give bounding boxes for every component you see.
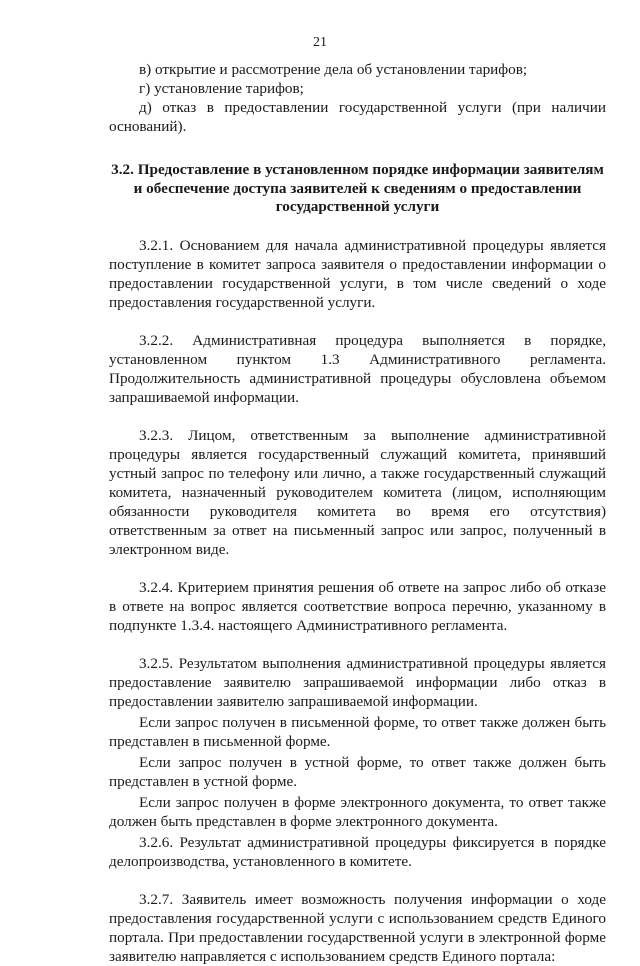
page-number: 21 xyxy=(313,35,327,50)
paragraph-3-2-3: 3.2.3. Лицом, ответственным за выполнение административной процедуры является государственный служащий комитета, принявший устный запрос по телефону или лично, а также государственный служащий комитета, назначенный руководителем комитета (лицом, исполняющим обязанности руководителя комитета во время его отсутствия) ответственным за ответ на письменный запрос или запрос, полученный в электронном виде. xyxy=(109,426,606,558)
paragraph-3-2-2: 3.2.2. Административная процедура выполняется в порядке, установленном пунктом 1.3 Административного регламента. Продолжительность административной процедуры обусловлена объемом запрашиваемой информации. xyxy=(109,331,606,406)
section-heading: 3.2. Предоставление в установленном порядке информации заявителям и обеспечение доступа заявителей к сведениям о предоставлении государственной услуги xyxy=(111,161,604,215)
paragraph-3-2-1: 3.2.1. Основанием для начала административной процедуры является поступление в комитет запроса заявителя о предоставлении информации о предоставлении государственной услуги, в том числе сведений о ходе предоставления государственной услуги. xyxy=(109,236,606,311)
list-item: г) установление тарифов; xyxy=(139,80,304,97)
paragraph-3-2-5: 3.2.5. Результатом выполнения административной процедуры является предоставление заявителю запрашиваемой информации либо отказ в предоставлении заявителю запрашиваемой информации. xyxy=(109,654,606,710)
paragraph-3-2-6: 3.2.6. Результат административной процедуры фиксируется в порядке делопроизводства, установленного в комитете. xyxy=(109,833,606,870)
paragraph-3-2-5-written: Если запрос получен в письменной форме, то ответ также должен быть представлен в письменной форме. xyxy=(109,713,606,750)
paragraph-3-2-7: 3.2.7. Заявитель имеет возможность получения информации о ходе предоставления государственной услуги с использованием средств Единого портала. При предоставлении государственной услуги в электронной форме заявителю направляется с использованием средств Единого портала: xyxy=(109,890,606,965)
paragraph-3-2-4: 3.2.4. Критерием принятия решения об ответе на запрос либо об отказе в ответе на вопрос является соответствие вопроса перечню, указанному в подпункте 1.3.4. настоящего Административного регламента. xyxy=(109,578,606,634)
paragraph-3-2-5-oral: Если запрос получен в устной форме, то ответ также должен быть представлен в устной форме. xyxy=(109,753,606,790)
list-item: д) отказ в предоставлении государственной услуги (при наличии оснований). xyxy=(109,99,606,135)
paragraph-3-2-5-electronic: Если запрос получен в форме электронного документа, то ответ также должен быть представлен в форме электронного документа. xyxy=(109,793,606,830)
list-item: в) открытие и рассмотрение дела об установлении тарифов; xyxy=(139,61,528,78)
document-body xyxy=(109,60,606,966)
